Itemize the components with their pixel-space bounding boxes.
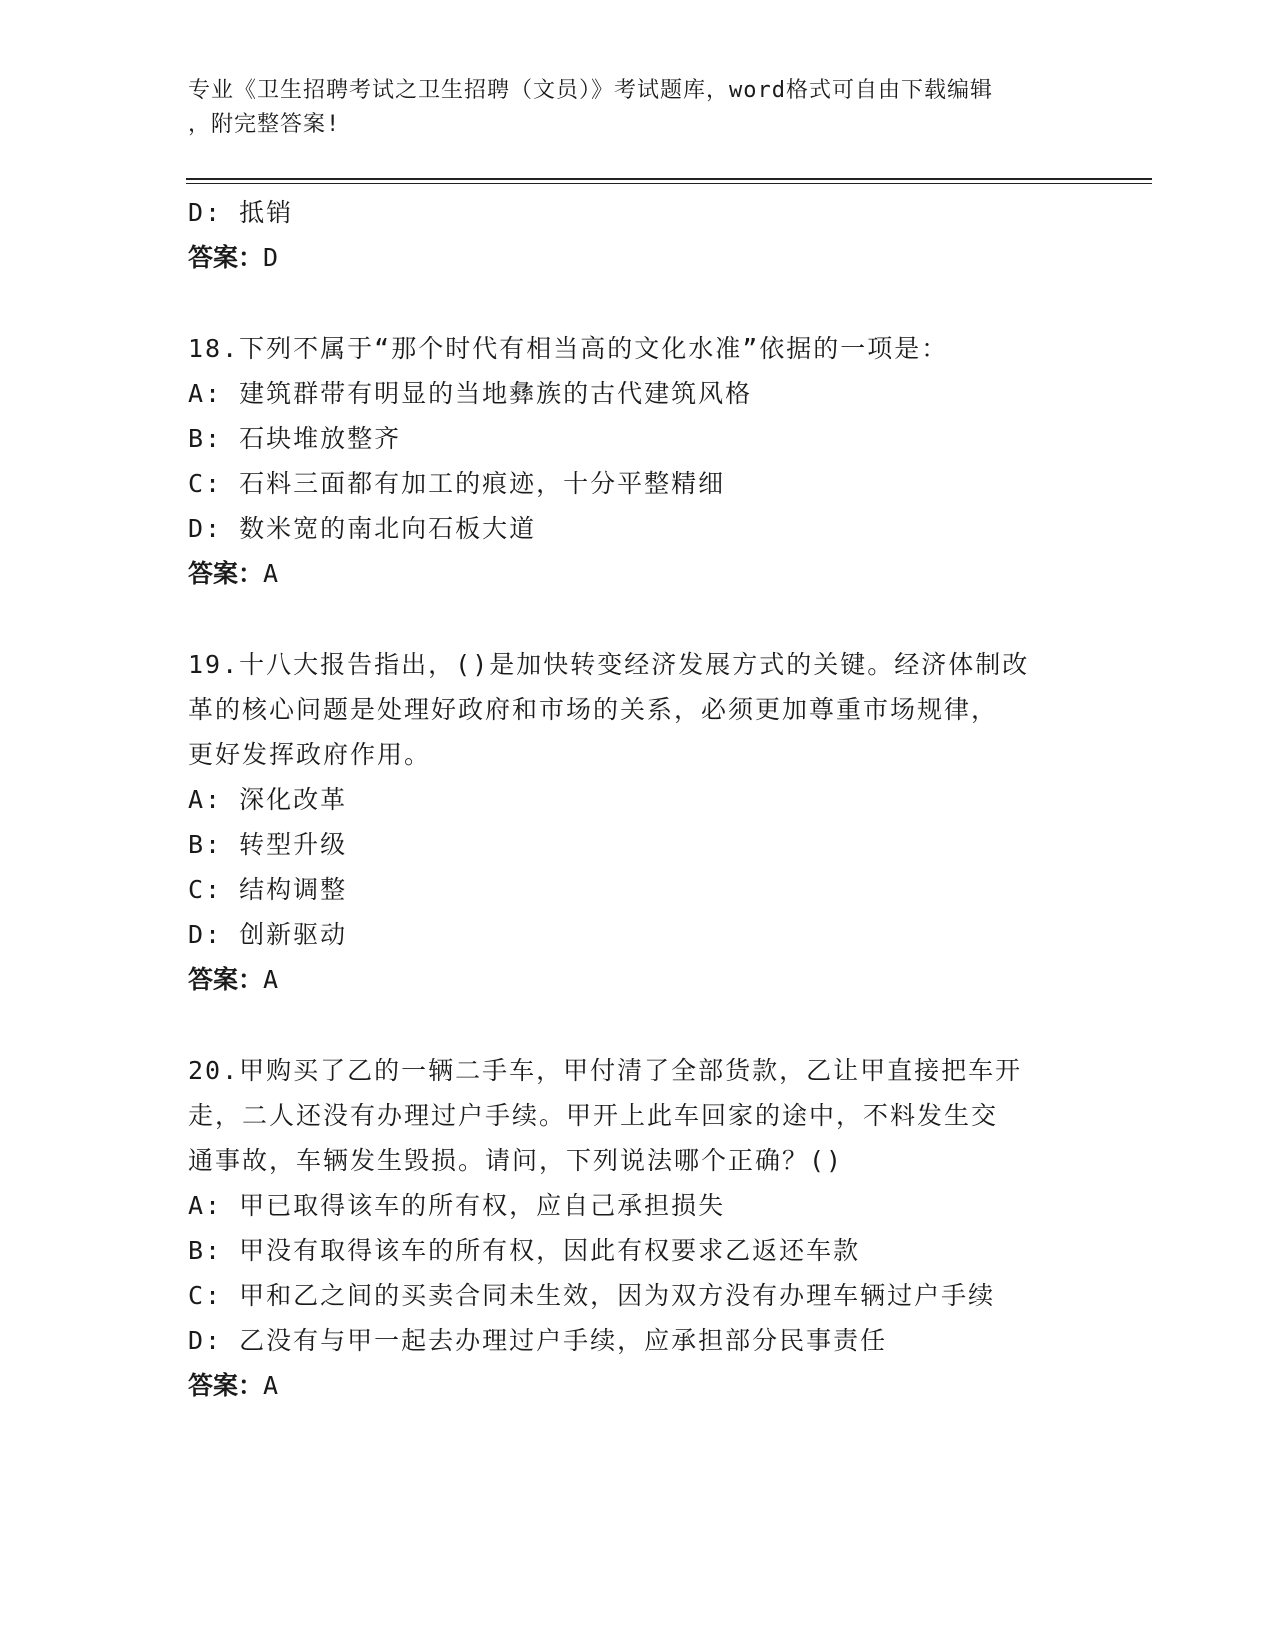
option-b: B: 甲没有取得该车的所有权，因此有权要求乙返还车款 [188,1236,861,1265]
question-18 [188,326,1088,596]
answer-value: A [263,965,279,994]
answer-value: A [263,559,279,588]
answer-line [188,551,1088,596]
question-20 [188,1048,1088,1408]
document-header [188,74,1068,142]
question-content [188,190,1088,1408]
previous-question-tail [188,190,1088,280]
option-b: B: 转型升级 [188,830,348,859]
option-d: D: 乙没有与甲一起去办理过户手续，应承担部分民事责任 [188,1326,888,1355]
header-line-2: ，附完整答案! [188,112,341,137]
question-stem: 更好发挥政府作用。 [188,740,432,769]
option-d: D: 抵销 [188,198,294,227]
option-a: A: 深化改革 [188,785,348,814]
spacer [188,1002,1088,1048]
spacer [188,596,1088,642]
question-19 [188,642,1088,1002]
header-rule-thick [186,178,1152,180]
answer-label: 答案： [188,243,264,272]
question-stem: 19.十八大报告指出，()是加快转变经济发展方式的关键。经济体制改 [188,650,1030,679]
question-stem: 18.下列不属于“那个时代有相当高的文化水准”依据的一项是： [188,334,949,363]
option-c: C: 石料三面都有加工的痕迹，十分平整精细 [188,469,726,498]
answer-label: 答案： [188,1371,264,1400]
question-stem: 革的核心问题是处理好政府和市场的关系，必须更加尊重市场规律， [188,695,999,724]
option-d: D: 数米宽的南北向石板大道 [188,514,537,543]
answer-line [188,1363,1088,1408]
option-c: C: 结构调整 [188,875,348,904]
answer-value: A [263,1371,279,1400]
answer-value: D [263,243,279,272]
option-c: C: 甲和乙之间的买卖合同未生效，因为双方没有办理车辆过户手续 [188,1281,996,1310]
option-d: D: 创新驱动 [188,920,348,949]
option-b: B: 石块堆放整齐 [188,424,402,453]
spacer [188,280,1088,326]
option-a: A: 建筑群带有明显的当地彝族的古代建筑风格 [188,379,753,408]
question-stem: 走，二人还没有办理过户手续。甲开上此车回家的途中，不料发生交 [188,1101,999,1130]
question-stem: 通事故，车辆发生毁损。请问，下列说法哪个正确？() [188,1146,844,1175]
header-line-1: 专业《卫生招聘考试之卫生招聘（文员）》考试题库，word格式可自由下载编辑 [188,78,993,103]
answer-line [188,957,1088,1002]
answer-label: 答案： [188,559,264,588]
header-rule-thin [186,183,1152,184]
question-stem: 20.甲购买了乙的一辆二手车，甲付清了全部货款，乙让甲直接把车开 [188,1056,1023,1085]
answer-line [188,235,1088,280]
answer-label: 答案： [188,965,264,994]
option-a: A: 甲已取得该车的所有权，应自己承担损失 [188,1191,726,1220]
